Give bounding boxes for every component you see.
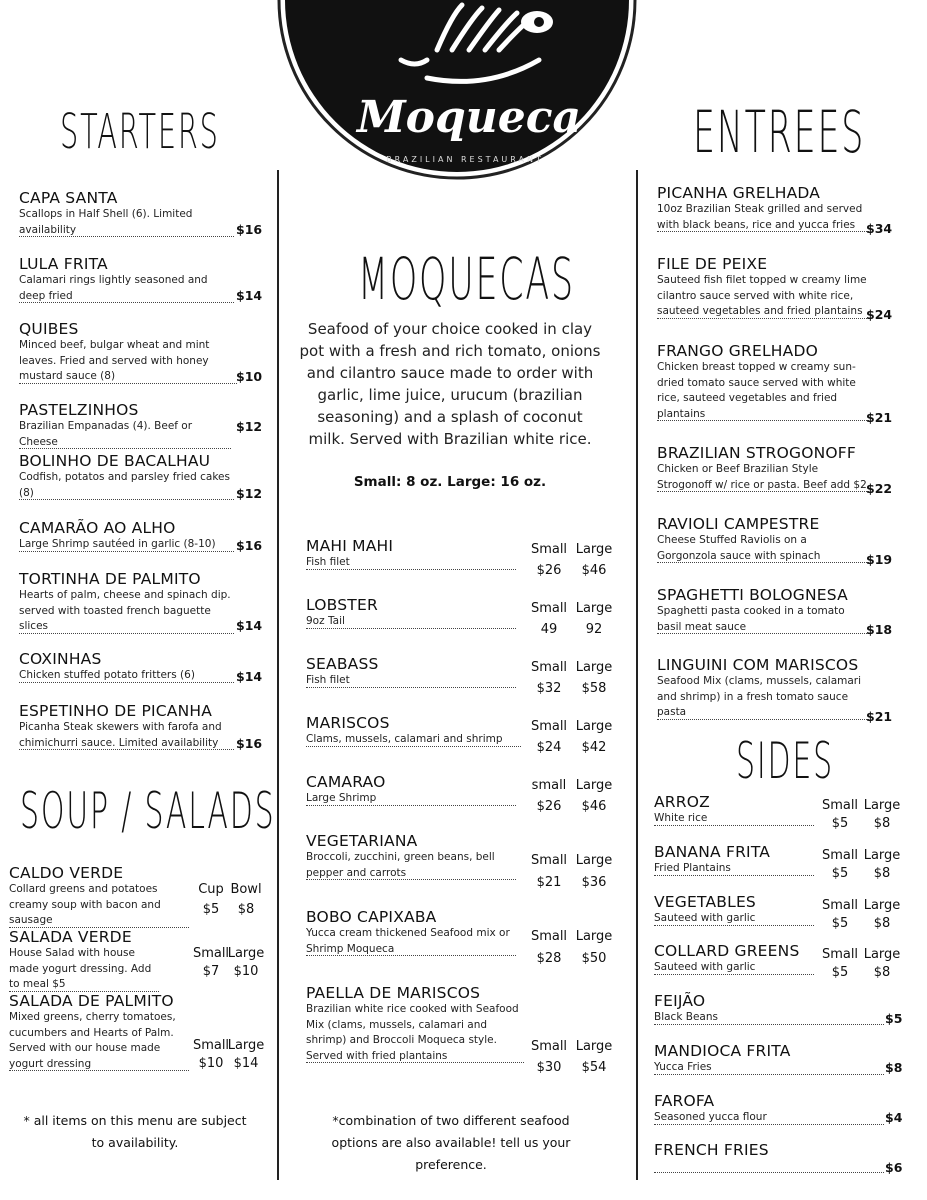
item-price: $16	[236, 736, 263, 751]
item-description: Seasoned yucca flour	[654, 1111, 767, 1123]
price-large: $8	[237, 902, 255, 917]
menu-item	[657, 515, 897, 563]
sides-title: SIDES	[736, 732, 834, 790]
menu-item	[19, 255, 259, 303]
menu-item	[306, 537, 516, 570]
size-label-2: Large	[863, 898, 901, 913]
dot-leader	[657, 719, 869, 720]
dot-leader	[19, 633, 234, 634]
item-price: $12	[236, 486, 263, 501]
item-price: $34	[866, 221, 893, 236]
item-price: $21	[866, 410, 893, 425]
item-price: $4	[885, 1110, 903, 1125]
item-name: TORTINHA DE PALMITO	[19, 570, 201, 588]
item-description: Chicken or Beef Brazilian Style Strogonoff w/ rice or pasta. Beef add $2	[657, 463, 867, 491]
restaurant-logo	[277, 0, 637, 180]
item-description: Hearts of palm, cheese and spinach dip. served with toasted french baguette slices	[19, 589, 231, 632]
menu-item	[306, 773, 516, 806]
size-label-1: Small	[530, 719, 568, 734]
price-small: $28	[536, 951, 562, 966]
menu-item	[657, 656, 897, 720]
item-price: $12	[236, 419, 263, 434]
price-small: $5	[831, 965, 849, 980]
size-label-1: Small	[530, 1039, 568, 1054]
size-label-2: Large	[575, 778, 613, 793]
item-description: Brazilian Empanadas (4). Beef or Cheese	[19, 420, 193, 448]
menu-item	[306, 832, 516, 880]
size-label-1: Small	[530, 660, 568, 675]
moquecas-sizes: Small: 8 oz. Large: 16 oz.	[353, 474, 547, 490]
item-name: BANANA FRITA	[654, 843, 771, 861]
menu-item	[9, 992, 189, 1071]
menu-item	[306, 714, 521, 747]
item-price: $14	[236, 618, 263, 633]
price-large: $8	[873, 816, 891, 831]
price-small: 49	[540, 622, 558, 637]
size-label-2: Large	[575, 601, 613, 616]
price-large: $36	[581, 875, 607, 890]
price-large: $8	[873, 866, 891, 881]
price-large: $8	[873, 965, 891, 980]
price-large: $10	[233, 964, 259, 979]
size-label-1: Small	[821, 798, 859, 813]
item-name: VEGETABLES	[654, 893, 756, 911]
item-description: Brazilian white rice cooked with Seafood Mix (clams, mussels, calamari and shrimp) and Broccoli Moqueca style. Served with fried plantains	[306, 1003, 519, 1062]
item-name: SEABASS	[306, 655, 379, 673]
price-large: $14	[233, 1056, 259, 1071]
starters-title: STARTERS	[60, 104, 220, 160]
item-name: CALDO VERDE	[9, 864, 124, 882]
size-label-2: Large	[227, 1038, 265, 1053]
price-small: $30	[536, 1060, 562, 1075]
item-price: $6	[885, 1160, 903, 1175]
item-name: FILE DE PEIXE	[657, 255, 768, 273]
item-description: Fish filet	[306, 556, 350, 568]
item-name: FRENCH FRIES	[654, 1141, 769, 1159]
availability-note: * all items on this menu are subject to availability.	[23, 1113, 247, 1150]
item-name: BOLINHO DE BACALHAU	[19, 452, 211, 470]
item-price: $16	[236, 222, 263, 237]
menu-item	[654, 942, 814, 975]
item-description: Collard greens and potatoes creamy soup with bacon and sausage	[9, 883, 161, 926]
price-small: $7	[202, 964, 220, 979]
item-price: $18	[866, 622, 893, 637]
menu-item	[654, 992, 884, 1025]
menu-item	[19, 452, 259, 500]
price-small: $26	[536, 563, 562, 578]
price-large: $50	[581, 951, 607, 966]
item-description: Sauteed fish filet topped w creamy lime cilantro sauce served with white rice, sauteed vegetables and fried plantains	[657, 274, 867, 317]
price-large: $58	[581, 681, 607, 696]
item-description: Chicken breast topped w creamy sun-dried tomato sauce served with white rice, sauteed vegetables and fried plantains	[657, 361, 856, 420]
item-price: $24	[866, 307, 893, 322]
menu-item	[306, 596, 516, 629]
size-label-2: Large	[863, 848, 901, 863]
item-name: LINGUINI COM MARISCOS	[657, 656, 859, 674]
item-description: Fish filet	[306, 674, 350, 686]
menu-item	[657, 444, 897, 492]
item-price: $22	[866, 481, 893, 496]
item-price: $8	[885, 1060, 903, 1075]
item-name: ARROZ	[654, 793, 710, 811]
size-label-1: Small	[821, 898, 859, 913]
menu-item	[654, 893, 814, 926]
item-name: BRAZILIAN STROGONOFF	[657, 444, 857, 462]
size-label-2: Large	[227, 946, 265, 961]
item-description: Spaghetti pasta cooked in a tomato basil meat sauce	[657, 605, 845, 633]
item-description: Picanha Steak skewers with farofa and chimichurri sauce. Limited availability	[19, 721, 222, 749]
menu-item	[19, 519, 259, 552]
menu-item	[9, 864, 189, 928]
item-description: Fried Plantains	[654, 862, 731, 874]
item-name: PASTELZINHOS	[19, 401, 139, 419]
item-name: LULA FRITA	[19, 255, 108, 273]
menu-item	[657, 184, 897, 232]
menu-item	[657, 342, 897, 421]
item-name: FAROFA	[654, 1092, 715, 1110]
item-description: 10oz Brazilian Steak grilled and served with black beans, rice and yucca fries	[657, 203, 863, 231]
menu-item	[9, 928, 159, 992]
dot-leader	[19, 499, 234, 500]
logo-tagline: BRAZILIAN RESTAURANT	[386, 155, 544, 164]
item-name: MANDIOCA FRITA	[654, 1042, 791, 1060]
menu-item	[19, 702, 259, 750]
menu-item	[657, 586, 897, 634]
menu-item	[654, 1092, 884, 1125]
size-label-1: Small	[530, 929, 568, 944]
item-description: Mixed greens, cherry tomatoes, cucumbers and Hearts of Palm. Served with our house made yogurt dressing	[9, 1011, 176, 1070]
item-name: MAHI MAHI	[306, 537, 394, 555]
item-name: MARISCOS	[306, 714, 390, 732]
logo-badge-icon	[277, 0, 637, 180]
price-large: $46	[581, 799, 607, 814]
item-description: Large Shrimp	[306, 792, 377, 804]
item-description: Black Beans	[654, 1011, 718, 1023]
size-label-2: Large	[575, 542, 613, 557]
price-large: $54	[581, 1060, 607, 1075]
price-small: $5	[831, 866, 849, 881]
item-name: VEGETARIANA	[306, 832, 418, 850]
item-description: Broccoli, zucchini, green beans, bell pepper and carrots	[306, 851, 495, 879]
moquecas-title: MOQUECAS	[358, 245, 575, 313]
menu-item	[654, 1042, 884, 1075]
item-name: PICANHA GRELHADA	[657, 184, 821, 202]
menu-item	[306, 655, 516, 688]
item-description: Scallops in Half Shell (6). Limited availability	[19, 208, 193, 236]
menu-item	[306, 908, 516, 956]
item-name: CAMARAO	[306, 773, 386, 791]
menu-item	[654, 1141, 884, 1173]
menu-item	[654, 843, 814, 876]
item-name: SALADA VERDE	[9, 928, 132, 946]
size-label-2: Large	[863, 947, 901, 962]
item-name: PAELLA DE MARISCOS	[306, 984, 481, 1002]
size-label-2: Large	[575, 853, 613, 868]
menu-item	[654, 793, 814, 826]
item-price: $19	[866, 552, 893, 567]
item-description: Chicken stuffed potato fritters (6)	[19, 669, 195, 681]
price-large: $42	[581, 740, 607, 755]
soups-title: SOUP / SALADS	[20, 782, 276, 840]
size-label-1: Small	[821, 848, 859, 863]
menu-item	[19, 401, 259, 449]
item-description: Sauteed with garlic	[654, 912, 756, 924]
price-small: $5	[831, 816, 849, 831]
item-description: House Salad with house made yogurt dressing. Add to meal $5	[9, 947, 152, 990]
item-price: $5	[885, 1011, 903, 1026]
size-label-1: Small	[530, 542, 568, 557]
combination-note: *combination of two different seafood options are also available! tell us your preference.	[331, 1113, 571, 1172]
item-description: White rice	[654, 812, 708, 824]
item-description: Minced beef, bulgar wheat and mint leaves. Fried and served with honey mustard sauce (8)	[19, 339, 210, 382]
size-label-1: Small	[530, 853, 568, 868]
menu-item	[19, 570, 259, 634]
price-small: $10	[198, 1056, 224, 1071]
left-column-divider	[277, 170, 279, 1180]
item-name: RAVIOLI CAMPESTRE	[657, 515, 820, 533]
size-label-2: Large	[863, 798, 901, 813]
size-label-2: Large	[575, 660, 613, 675]
item-description: Cheese Stuffed Raviolis on a Gorgonzola sauce with spinach	[657, 534, 821, 562]
moquecas-intro: Seafood of your choice cooked in clay pot with a fresh and rich tomato, onions and cilantro sauce made to order with garlic, lime juice, urucum (brazilian seasoning) and a splash of coconut milk. Served with Brazilian white rice.	[299, 320, 601, 448]
item-description: 9oz Tail	[306, 615, 345, 627]
logo-name: Moqueca	[356, 92, 582, 143]
size-label-1: Small	[821, 947, 859, 962]
menu-item	[657, 255, 897, 319]
price-small: $24	[536, 740, 562, 755]
item-price: $10	[236, 369, 263, 384]
price-small: $5	[202, 902, 220, 917]
size-label-2: Large	[575, 719, 613, 734]
item-name: FEIJÃO	[654, 992, 706, 1010]
item-description: Seafood Mix (clams, mussels, calamari and shrimp) in a fresh tomato sauce pasta	[657, 675, 862, 718]
item-name: CAPA SANTA	[19, 189, 118, 207]
price-large: 92	[585, 622, 603, 637]
item-name: SPAGHETTI BOLOGNESA	[657, 586, 848, 604]
dot-leader	[654, 1172, 884, 1173]
item-description: Large Shrimp sautéed in garlic (8-10)	[19, 538, 216, 550]
item-name: LOBSTER	[306, 596, 378, 614]
size-label-2: Large	[575, 1039, 613, 1054]
size-label-1: Cup	[198, 882, 224, 897]
size-label-1: Small	[192, 1038, 230, 1053]
entrees-title: ENTREES	[693, 98, 866, 166]
item-description: Sauteed with garlic	[654, 961, 756, 973]
menu-item	[306, 984, 524, 1063]
item-name: CAMARÃO AO ALHO	[19, 519, 176, 537]
item-price: $14	[236, 669, 263, 684]
item-name: QUIBES	[19, 320, 79, 338]
item-description: Yucca Fries	[654, 1061, 712, 1073]
item-description: Codfish, potatos and parsley fried cakes (8)	[19, 471, 230, 499]
size-label-2: Large	[575, 929, 613, 944]
item-description: Yucca cream thickened Seafood mix or Shrimp Moqueca	[306, 927, 510, 955]
item-description: Clams, mussels, calamari and shrimp	[306, 733, 503, 745]
price-small: $21	[536, 875, 562, 890]
item-price: $14	[236, 288, 263, 303]
price-small: $26	[536, 799, 562, 814]
menu-item	[19, 189, 259, 237]
menu-item	[19, 320, 259, 384]
item-name: COXINHAS	[19, 650, 102, 668]
item-price: $16	[236, 538, 263, 553]
item-name: FRANGO GRELHADO	[657, 342, 818, 360]
size-label-2: Bowl	[230, 882, 262, 897]
item-name: COLLARD GREENS	[654, 942, 800, 960]
size-label-1: small	[531, 778, 567, 793]
item-name: ESPETINHO DE PICANHA	[19, 702, 213, 720]
item-name: SALADA DE PALMITO	[9, 992, 174, 1010]
price-small: $32	[536, 681, 562, 696]
menu-item	[19, 650, 259, 683]
item-description: Calamari rings lightly seasoned and deep fried	[19, 274, 208, 302]
size-label-1: Small	[530, 601, 568, 616]
right-column-divider	[636, 170, 638, 1180]
price-large: $46	[581, 563, 607, 578]
item-price: $21	[866, 709, 893, 724]
item-name: BOBO CAPIXABA	[306, 908, 437, 926]
price-small: $5	[831, 916, 849, 931]
size-label-1: Small	[192, 946, 230, 961]
price-large: $8	[873, 916, 891, 931]
